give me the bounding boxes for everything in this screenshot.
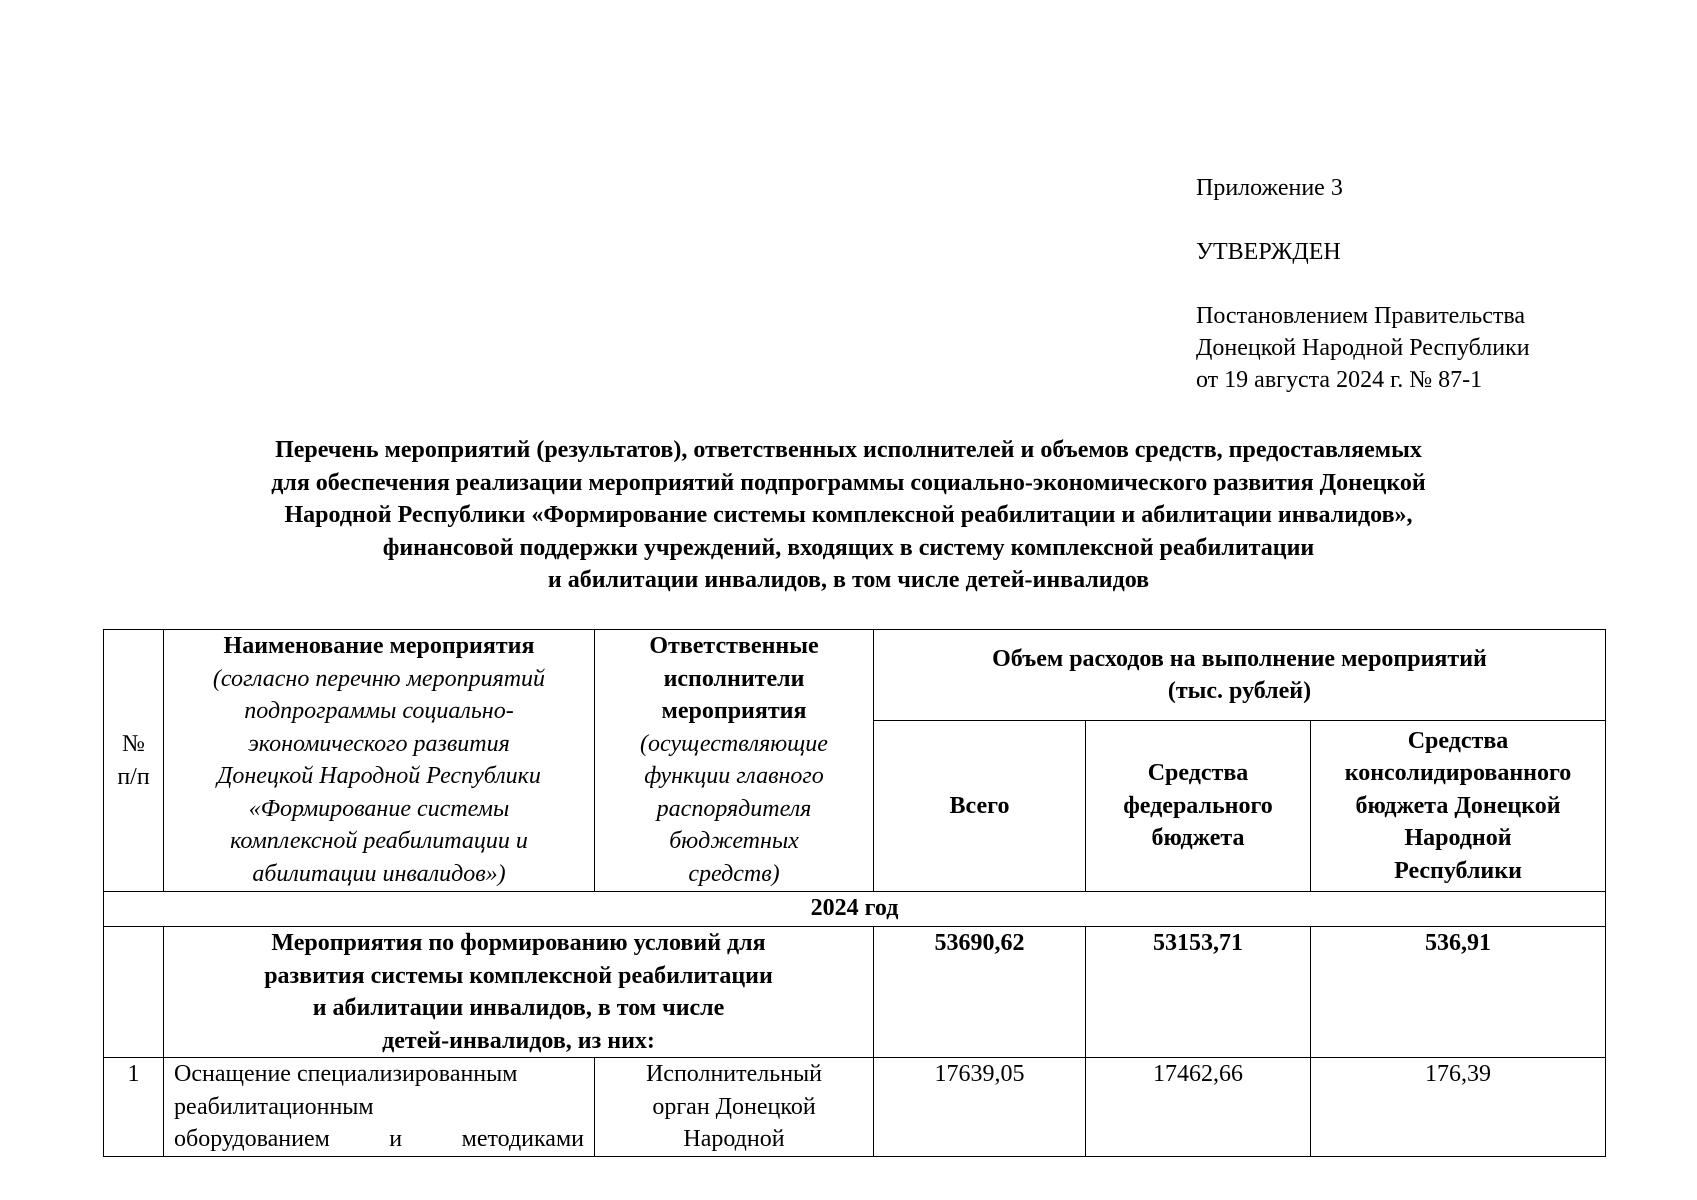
year-label: 2024 год <box>104 892 1606 927</box>
header-federal-line: федерального <box>1123 792 1273 819</box>
header-federal <box>1086 721 1311 892</box>
summary-total: 53690,62 <box>874 927 1086 1058</box>
header-name-note: подпрограммы социально- <box>244 698 514 724</box>
header-total: Всего <box>874 721 1086 892</box>
header-name-note: абилитации инвалидов») <box>252 860 506 887</box>
header-name-note: Донецкой Народной Республики <box>217 763 541 789</box>
row-responsible-line: Народной <box>683 1126 785 1152</box>
row-name-line: Оснащение специализированным <box>174 1061 518 1087</box>
decree-line: Донецкой Народной Республики <box>1196 335 1530 361</box>
header-resp-title: исполнители <box>663 665 805 692</box>
title-line: и абилитации инвалидов, в том числе детей-инвалидов <box>547 567 1150 593</box>
header-name <box>164 630 595 892</box>
header-resp-note: (осуществляющие <box>640 730 828 757</box>
title-line: Народной Республики «Формирование системы комплексной реабилитации и абилитации инвалидов», <box>284 502 1413 528</box>
header-resp-title: Ответственные <box>649 633 819 659</box>
header-num-line: № <box>122 731 145 757</box>
summary-consolidated: 536,91 <box>1311 927 1606 1058</box>
header-name-note: «Формирование системы <box>248 795 510 822</box>
header-consolidated <box>1311 721 1606 892</box>
document-title <box>100 434 1597 597</box>
header-federal-line: Средства <box>1147 760 1249 787</box>
summary-num <box>104 927 164 1058</box>
header-volume-line: (тыс. рублей) <box>1167 678 1312 704</box>
header-resp-note: бюджетных <box>669 828 799 854</box>
header-responsible <box>595 630 874 892</box>
header-name-note: экономического развития <box>248 730 510 757</box>
summary-label-line: Мероприятия по формированию условий для <box>271 930 766 956</box>
header-resp-title: мероприятия <box>661 698 807 724</box>
measures-table <box>103 629 1606 1157</box>
header-consolidated-line: Республики <box>1394 857 1522 884</box>
summary-label <box>164 927 874 1058</box>
header-consolidated-line: Средства <box>1407 727 1509 754</box>
header-name-note: комплексной реабилитации и <box>230 828 528 854</box>
row-num: 1 <box>104 1058 164 1157</box>
summary-row <box>104 927 1606 1058</box>
header-resp-note: средств) <box>688 860 780 887</box>
header-name-note: (согласно перечню мероприятий <box>212 665 546 692</box>
header-num <box>104 630 164 892</box>
year-row <box>104 892 1606 927</box>
decree-line: Постановлением Правительства <box>1196 303 1526 329</box>
summary-federal: 53153,71 <box>1086 927 1311 1058</box>
summary-label-line: детей-инвалидов, из них: <box>382 1027 655 1054</box>
summary-label-line: развития системы комплексной реабилитации <box>264 962 773 989</box>
header-num-line: п/п <box>117 763 150 790</box>
header-consolidated-line: бюджета Донецкой <box>1355 792 1561 819</box>
header-volume-line: Объем расходов на выполнение мероприятий <box>992 645 1487 672</box>
header-resp-note: функции главного <box>644 763 824 789</box>
row-responsible <box>595 1058 874 1157</box>
title-line: Перечень мероприятий (результатов), ответственных исполнителей и объемов средств, предоставляемых <box>275 437 1422 463</box>
title-line: финансовой поддержки учреждений, входящих в систему комплексной реабилитации <box>382 534 1315 561</box>
row-name <box>164 1058 595 1157</box>
row-total: 17639,05 <box>874 1058 1086 1157</box>
header-volume <box>874 630 1606 721</box>
appendix-label: Приложение 3 <box>1196 175 1343 201</box>
title-line: для обеспечения реализации мероприятий подпрограммы социально-экономического развития Донецкой <box>271 469 1426 496</box>
row-consolidated: 176,39 <box>1311 1058 1606 1157</box>
row-federal: 17462,66 <box>1086 1058 1311 1157</box>
header-consolidated-line: Народной <box>1404 825 1512 852</box>
header-name-title: Наименование мероприятия <box>223 633 535 659</box>
table-row <box>104 1058 1606 1157</box>
header-consolidated-line: консолидированного <box>1344 760 1572 787</box>
row-name-line: реабилитационным <box>174 1093 374 1120</box>
summary-label-line: и абилитации инвалидов, в том числе <box>312 995 725 1021</box>
row-responsible-line: орган Донецкой <box>652 1093 816 1120</box>
row-responsible-line: Исполнительный <box>645 1061 823 1087</box>
header-federal-line: бюджета <box>1151 825 1245 852</box>
decree-line: от 19 августа 2024 г. № 87-1 <box>1196 367 1483 393</box>
approved-label: УТВЕРЖДЕН <box>1196 239 1341 265</box>
header-row <box>104 630 1606 721</box>
header-resp-note: распорядителя <box>656 795 812 822</box>
row-name-line: оборудованием и методиками <box>174 1126 584 1152</box>
approval-block <box>1196 172 1666 396</box>
